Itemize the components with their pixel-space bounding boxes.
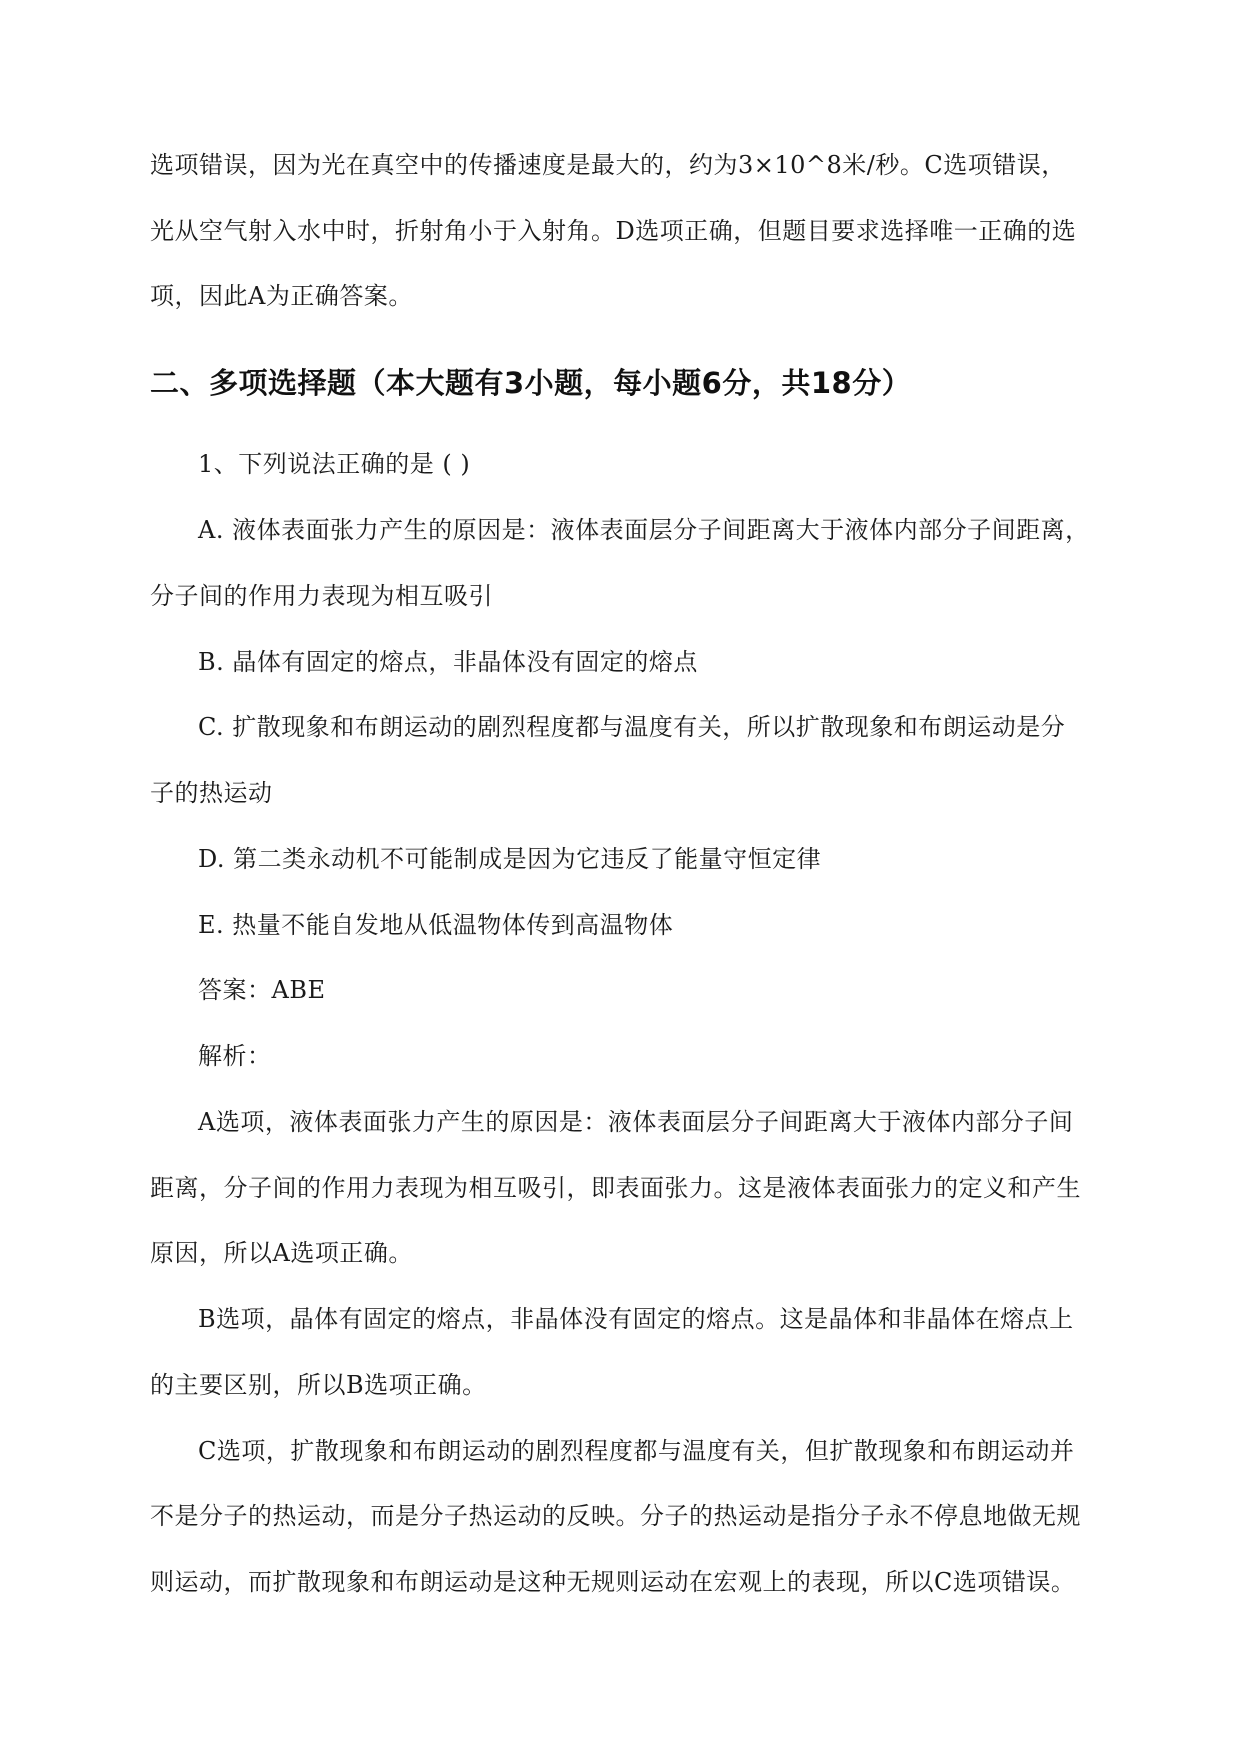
analysis-b-continuation: 的主要区别，所以B选项正确。 [150,1371,487,1399]
option-a-continuation: 分子间的作用力表现为相互吸引 [150,582,493,610]
answer-line: 答案：ABE [198,976,326,1004]
option-b: B. 晶体有固定的熔点，非晶体没有固定的熔点 [198,648,698,676]
option-c: C. 扩散现象和布朗运动的剧烈程度都与温度有关，所以扩散现象和布朗运动是分 [198,713,1066,741]
analysis-a: A选项，液体表面张力产生的原因是：液体表面层分子间距离大于液体内部分子间 [198,1108,1074,1136]
prev-explanation-line: 选项错误，因为光在真空中的传播速度是最大的，约为3×10^8米/秒。C选项错误， [150,151,1066,179]
analysis-c: C选项，扩散现象和布朗运动的剧烈程度都与温度有关，但扩散现象和布朗运动并 [198,1437,1075,1465]
option-a: A. 液体表面张力产生的原因是：液体表面层分子间距离大于液体内部分子间距离， [198,516,1090,544]
analysis-c-continuation: 则运动，而扩散现象和布朗运动是这种无规则运动在宏观上的表现，所以C选项错误。 [150,1568,1076,1596]
analysis-a-continuation: 原因，所以A选项正确。 [150,1239,413,1267]
question-stem: 1、下列说法正确的是 ( ) [198,450,471,478]
analysis-label: 解析： [198,1042,272,1070]
prev-explanation-line: 项，因此A为正确答案。 [150,282,413,310]
option-d: D. 第二类永动机不可能制成是因为它违反了能量守恒定律 [198,845,822,873]
option-c-continuation: 子的热运动 [150,779,273,807]
option-e: E. 热量不能自发地从低温物体传到高温物体 [198,911,674,939]
analysis-a-continuation: 距离，分子间的作用力表现为相互吸引，即表面张力。这是液体表面张力的定义和产生 [150,1174,1081,1202]
section-heading: 二、多项选择题（本大题有3小题，每小题6分，共18分） [150,366,912,400]
document-page [150,0,1090,1754]
analysis-b: B选项，晶体有固定的熔点，非晶体没有固定的熔点。这是晶体和非晶体在熔点上 [198,1305,1074,1333]
prev-explanation-line: 光从空气射入水中时，折射角小于入射角。D选项正确，但题目要求选择唯一正确的选 [150,217,1077,245]
analysis-c-continuation: 不是分子的热运动，而是分子热运动的反映。分子的热运动是指分子永不停息地做无规 [150,1502,1081,1530]
